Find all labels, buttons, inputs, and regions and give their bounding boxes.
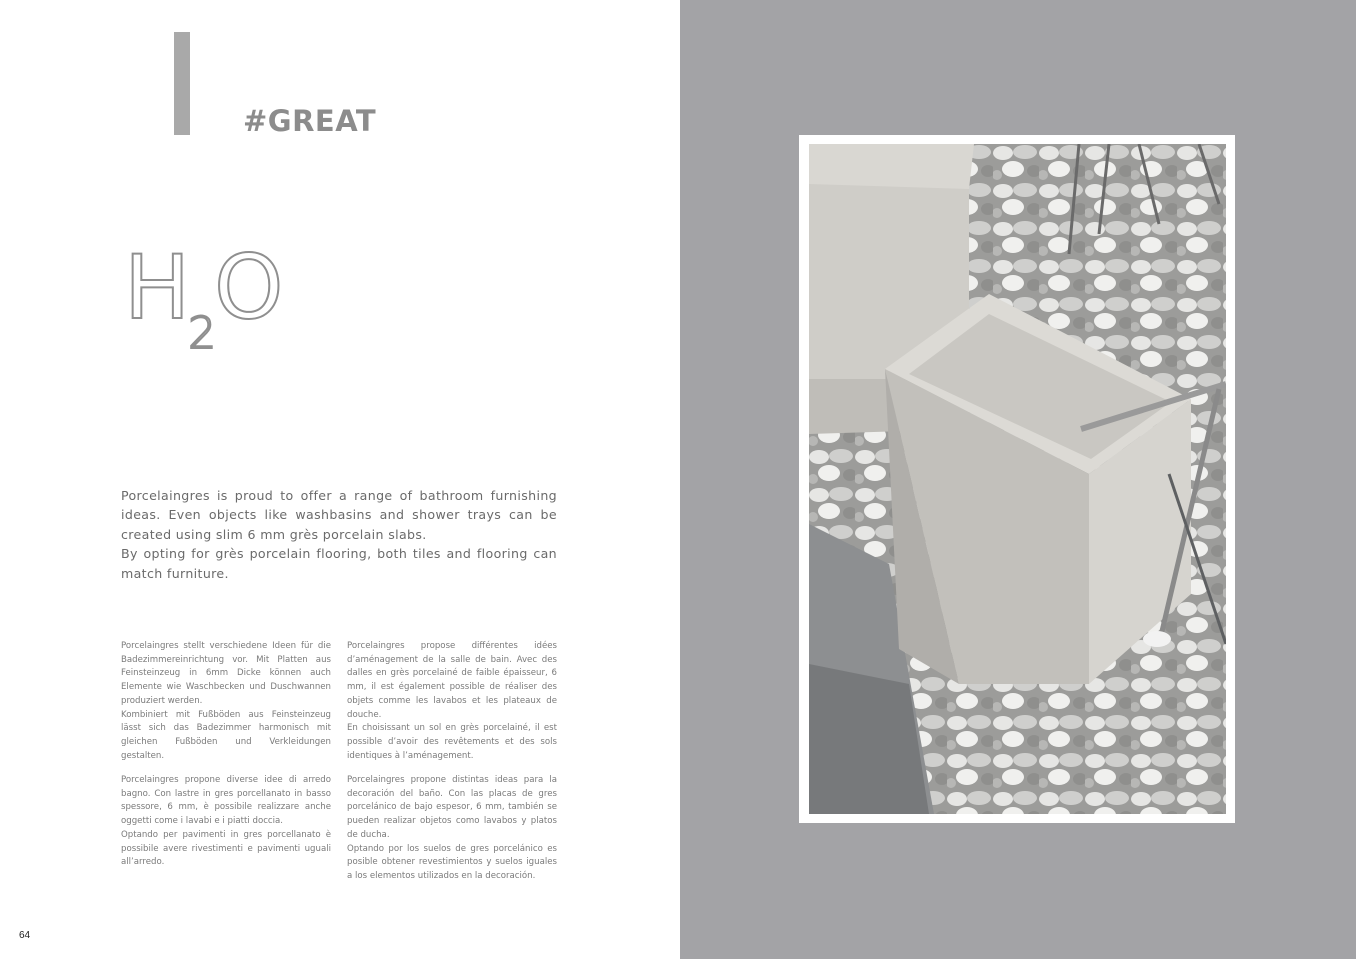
- german-column: [121, 640, 331, 763]
- roman-numeral-bar: [174, 32, 190, 135]
- hashtag-heading: #GREAT: [243, 104, 377, 138]
- back-basin-top: [809, 144, 974, 189]
- spanish-paragraph-1: Porcelaingres propone distintas ideas para la decoración del baño. Con las placas de gres porcelánico de bajo espesor, 6 mm, también se pueden realizar objetos como lavabos y platos de ducha.: [347, 775, 557, 840]
- washbasin-illustration: [809, 144, 1226, 814]
- spanish-column: [347, 774, 557, 884]
- french-column: [347, 640, 557, 763]
- italian-paragraph-1: Porcelaingres propone diverse idee di arredo bagno. Con lastre in gres porcellanato in basso spessore, 6 mm, è possibile realizzare anche oggetti come i lavabi e i piatti doccia.: [121, 775, 331, 827]
- h2o-title: [124, 236, 280, 359]
- italian-paragraph-2: Optando per pavimenti in gres porcellanato è possibile avere rivestimenti e pavimenti uguali all’arredo.: [121, 829, 331, 868]
- bathroom-photo: [809, 144, 1226, 814]
- german-paragraph-2: Kombiniert mit Fußböden aus Feinsteinzeug lässt sich das Badezimmer harmonisch mit gleichen Fußböden und Verkleidungen gestalten.: [121, 709, 331, 761]
- intro-paragraph-1: Porcelaingres is proud to offer a range of bathroom furnishing ideas. Even objects like washbasins and shower trays can be created using slim 6 mm grès porcelain slabs.: [121, 488, 557, 542]
- faucet-base: [1143, 631, 1171, 647]
- title-main: H: [124, 236, 187, 339]
- intro-text: [121, 486, 557, 583]
- spanish-paragraph-2: Optando por los suelos de gres porcelánico es posible obtener revestimientos y suelos iguales a los elementos utilizados en la decoración.: [347, 843, 557, 881]
- french-paragraph-1: Porcelaingres propose différentes idées d’aménagement de la salle de bain. Avec des dalles en grès porcelainé de faible épaisseur, 6 mm, il est également possible de réaliser des objets comme les lavabos et les plateaux de douche.: [347, 641, 557, 720]
- page-number: 64: [19, 930, 31, 941]
- german-paragraph-1: Porcelaingres stellt verschiedene Ideen für die Badezimmereinrichtung vor. Mit Platten aus Feinsteinzeug in 6mm Dicke können auch Elemente wie Waschbecken und Duschwannen produziert werden.: [121, 641, 331, 706]
- title-subscript: 2: [188, 308, 213, 359]
- french-paragraph-2: En choisissant un sol en grès porcelainé, il est possible d’avoir des revêtements et des sols identiques à l’aménagement.: [347, 723, 557, 761]
- title-tail: O: [214, 236, 280, 339]
- intro-paragraph-2: By opting for grès porcelain flooring, both tiles and flooring can match furniture.: [121, 546, 557, 581]
- italian-column: [121, 774, 331, 870]
